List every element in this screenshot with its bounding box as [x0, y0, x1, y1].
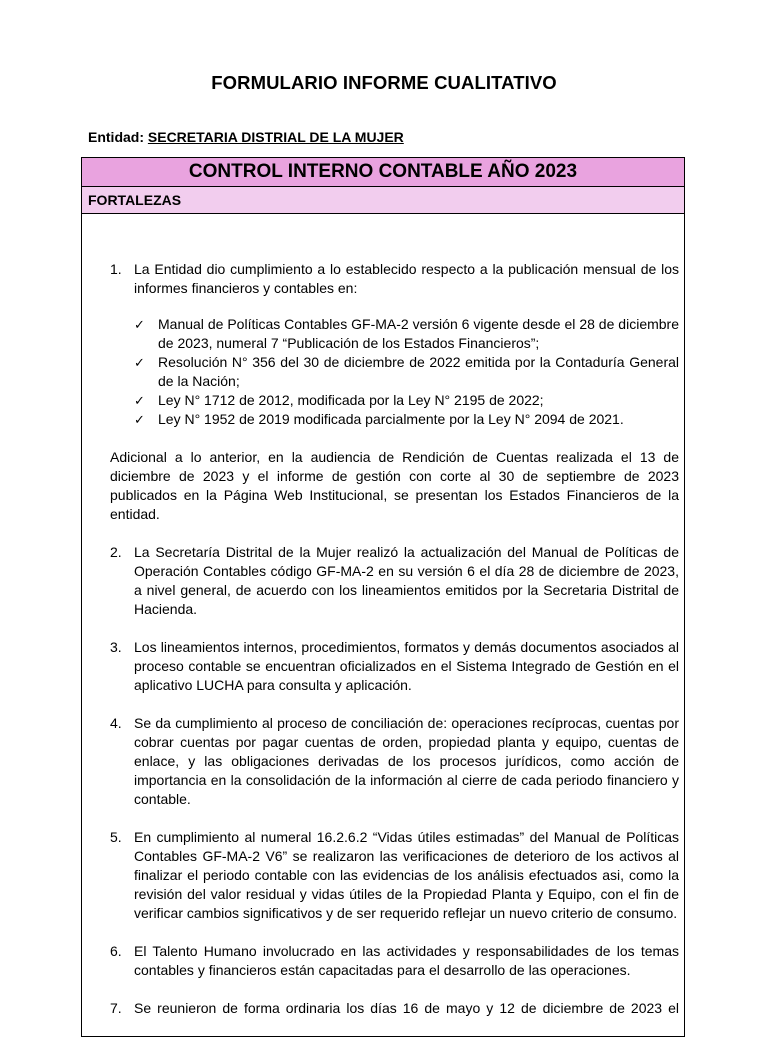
list-item — [110, 828, 679, 923]
checkmark-icon: ✓ — [134, 412, 145, 427]
list-item — [110, 638, 679, 695]
item-number: 1. — [110, 261, 122, 277]
checklist-item — [134, 353, 679, 391]
control-table — [81, 157, 685, 1037]
checklist-text: Manual de Políticas Contables GF-MA-2 versión 6 vigente desde el 28 de diciembre de 2023, numeral 7 “Publicación de los Estados Financieros”; — [158, 316, 679, 351]
checklist-item — [134, 391, 679, 410]
checklist-text: Resolución N° 356 del 30 de diciembre de 2022 emitida por la Contaduría General de la Nación; — [158, 354, 679, 389]
item-text: En cumplimiento al numeral 16.2.6.2 “Vidas útiles estimadas” del Manual de Políticas Contables GF-MA-2 V6” se realizaron las verificaciones de deterioro de los activos al finalizar el periodo contable con las evidencias de los análisis efectuados asi, como la revisión del valor residual y vidas útiles de la Propiedad Planta y Equipo, con el fin de verificar cambios significativos y de ser requerido reflejar un nuevo criterio de consumo. — [134, 829, 679, 921]
item-number: 6. — [110, 943, 122, 959]
checklist-text: Ley N° 1712 de 2012, modificada por la Ley N° 2195 de 2022; — [158, 392, 544, 408]
item-number: 4. — [110, 715, 122, 731]
checklist-text: Ley N° 1952 de 2019 modificada parcialmente por la Ley N° 2094 de 2021. — [158, 411, 624, 427]
strengths-list-continued — [110, 543, 679, 1018]
checkmark-icon: ✓ — [134, 355, 145, 370]
entity-line — [88, 129, 404, 145]
item-text: La Entidad dio cumplimiento a lo establecido respecto a la publicación mensual de los informes financieros y contables en: — [134, 261, 679, 296]
table-header: CONTROL INTERNO CONTABLE AÑO 2023 — [82, 158, 684, 187]
list-item — [110, 714, 679, 809]
checkmark-icon: ✓ — [134, 317, 145, 332]
item-text: Los lineamientos internos, procedimientos, formatos y demás documentos asociados al proceso contable se encuentran oficializados en el Sistema Integrado de Gestión en el aplicativo LUCHA para consulta y aplicación. — [134, 639, 679, 693]
item-text: Se reunieron de forma ordinaria los días 16 de mayo y 12 de diciembre de 2023 el — [134, 1000, 679, 1016]
page-title: FORMULARIO INFORME CUALITATIVO — [211, 72, 557, 93]
item-text: La Secretaría Distrital de la Mujer realizó la actualización del Manual de Políticas de Operación Contables código GF-MA-2 en su versión 6 el día 28 de diciembre de 2023, a nivel general, de acuerdo con los lineamientos emitidos por la Secretaria Distrital de Hacienda. — [134, 544, 679, 617]
list-item — [110, 942, 679, 980]
entity-label: Entidad: — [88, 129, 144, 145]
item-number: 2. — [110, 544, 122, 560]
item-number: 3. — [110, 639, 122, 655]
item-number: 7. — [110, 1000, 122, 1016]
strengths-list — [110, 260, 679, 429]
section-header: FORTALEZAS — [82, 187, 684, 214]
checklist — [134, 315, 679, 429]
list-item — [110, 999, 679, 1018]
checkmark-icon: ✓ — [134, 393, 145, 408]
checklist-item — [134, 410, 679, 429]
list-item — [110, 543, 679, 619]
item-text: Se da cumplimiento al proceso de conciliación de: operaciones recíprocas, cuentas por cobrar cuentas por pagar cuentas de orden, propiedad planta y equipo, cuentas de enlace, y las obligaciones derivadas de los procesos jurídicos, como acción de importancia en la consolidación de la información al cierre de cada periodo financiero y contable. — [134, 715, 679, 807]
entity-value: SECRETARIA DISTRIAL DE LA MUJER — [147, 129, 404, 145]
item-number: 5. — [110, 829, 122, 845]
list-item — [110, 260, 679, 429]
additional-paragraph: Adicional a lo anterior, en la audiencia de Rendición de Cuentas realizada el 13 de diciembre de 2023 y el informe de gestión con corte al 30 de septiembre de 2023 publicados en la Página Web Institucional, se presentan los Estados Financieros de la entidad. — [110, 449, 679, 522]
checklist-item — [134, 315, 679, 353]
table-content — [82, 214, 684, 1018]
item-text: El Talento Humano involucrado en las actividades y responsabilidades de los temas contables y financieros están capacitadas para el desarrollo de las operaciones. — [134, 943, 679, 978]
